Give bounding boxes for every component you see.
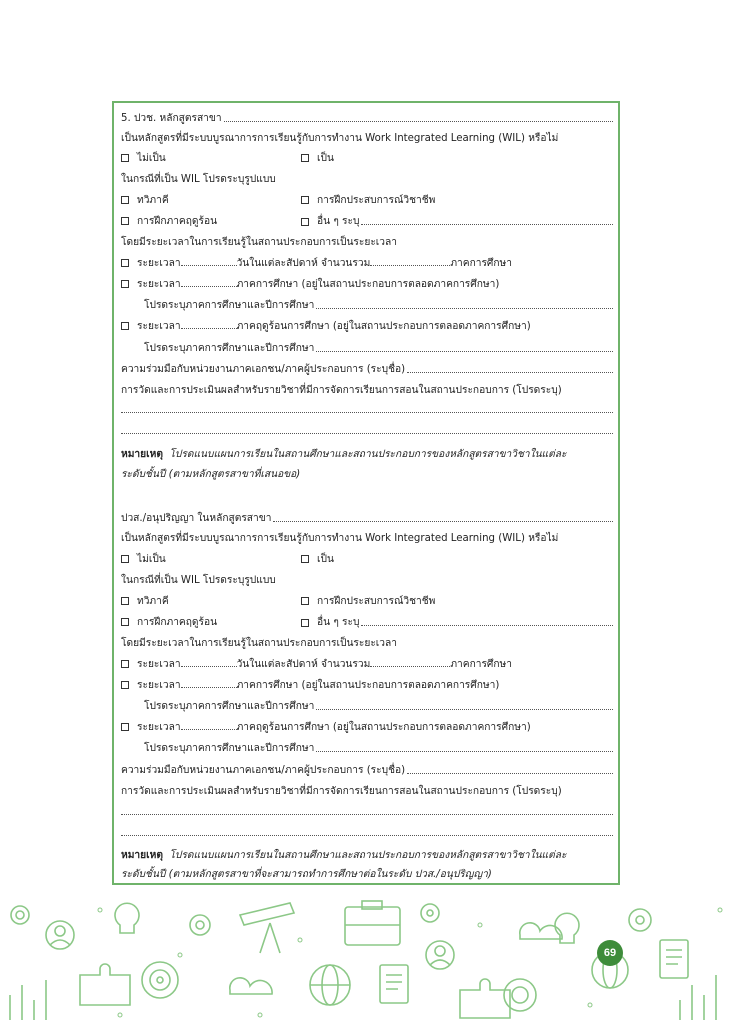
dur2-label-a-2: ระยะเวลา (137, 680, 181, 691)
section1-heading: 5. ปวช. หลักสูตรสาขา (121, 113, 222, 124)
note-label-2: หมายเหตุ (121, 850, 163, 861)
dur1-label-c: ภาคการศึกษา (450, 258, 512, 269)
dur1-label-c-2: ภาคการศึกษา (450, 659, 512, 670)
section1-heading-row (121, 110, 613, 128)
section2-heading-row (121, 510, 613, 528)
dots-pattern (98, 908, 722, 1017)
dur1-label-b: วันในแต่ละสัปดาห์ จำนวนรวม (236, 258, 371, 269)
specify-label-1-2: โปรดระบุภาคการศึกษาและปีการศึกษา (144, 701, 315, 712)
section2-duration-3 (121, 719, 613, 737)
label-practice-2: การฝึกประสบการณ์วิชาชีพ (317, 596, 436, 607)
section2-if-wil: ในกรณีที่เป็น WIL โปรดระบุรูปแบบ (121, 575, 276, 586)
specify-field-1-2[interactable] (316, 698, 613, 710)
label-dual-2: ทวิภาคี (137, 596, 169, 607)
cooperation-field-2[interactable] (407, 762, 613, 774)
note-text: โปรดแนบแผนการเรียนในสถานศึกษาและสถานประกอบการของหลักสูตรสาขาวิชาในแต่ละ (169, 449, 567, 460)
section1-duration-2 (121, 276, 613, 294)
checkbox-duration-1-2[interactable] (121, 660, 129, 668)
label-not-wil-2: ไม่เป็น (137, 554, 166, 565)
dur3-label-a: ระยะเวลา (137, 321, 181, 332)
program-name-field[interactable] (224, 110, 613, 122)
section1-if-wil: ในกรณีที่เป็น WIL โปรดระบุรูปแบบ (121, 174, 276, 185)
dur1-label-a-2: ระยะเวลา (137, 659, 181, 670)
section2-format-row-2 (121, 614, 613, 632)
checkbox-summer-2[interactable] (121, 618, 129, 626)
note-text-2: โปรดแนบแผนการเรียนในสถานศึกษาและสถานประกอบการของหลักสูตรสาขาวิชาในแต่ละ (169, 850, 567, 861)
program-name-field-2[interactable] (273, 510, 613, 522)
section1-duration-1 (121, 255, 613, 273)
specify-field-2-2[interactable] (316, 740, 613, 752)
specify-label-2-2: โปรดระบุภาคการศึกษาและปีการศึกษา (144, 743, 315, 754)
dur2-field[interactable] (181, 286, 237, 287)
checkbox-summer[interactable] (121, 217, 129, 225)
dur2-label-b-2: ภาคการศึกษา (อยู่ในสถานประกอบการตลอดภาคการศึกษา) (236, 680, 500, 691)
dur2-label-a: ระยะเวลา (137, 279, 181, 290)
label-is-wil: เป็น (317, 153, 334, 164)
other-field[interactable] (361, 213, 613, 225)
checkbox-duration-1[interactable] (121, 259, 129, 267)
section1-duration-3 (121, 318, 613, 336)
page-number-badge: 69 (597, 940, 623, 966)
cooperation-field[interactable] (407, 361, 613, 373)
evaluation-field-2[interactable] (121, 432, 613, 434)
section1-specify-1 (144, 297, 613, 315)
dur1-total-field-2[interactable] (370, 666, 450, 667)
evaluation-field-1[interactable] (121, 411, 613, 413)
specify-label-2: โปรดระบุภาคการศึกษาและปีการศึกษา (144, 343, 315, 354)
dur3-label-a-2: ระยะเวลา (137, 722, 181, 733)
lightbulb-icon (115, 903, 579, 943)
section1-wil-options (121, 150, 613, 168)
footer-pattern (0, 895, 735, 1024)
dur1-label-b-2: วันในแต่ละสัปดาห์ จำนวนรวม (236, 659, 371, 670)
checkbox-practice-2[interactable] (301, 597, 309, 605)
gear-icon (11, 904, 651, 935)
checkbox-other[interactable] (301, 218, 309, 226)
chart-icon (10, 975, 716, 1020)
dur2-label-b: ภาคการศึกษา (อยู่ในสถานประกอบการตลอดภาคการศึกษา) (236, 279, 500, 290)
checkbox-is-wil[interactable] (301, 154, 309, 162)
other-field-2[interactable] (361, 614, 613, 626)
checkbox-dual[interactable] (121, 196, 129, 204)
section1-format-row-1 (121, 192, 613, 210)
label-is-wil-2: เป็น (317, 554, 334, 565)
dur3-field-2[interactable] (181, 729, 237, 730)
dur1-days-field-2[interactable] (181, 666, 237, 667)
evaluation-field-1-2[interactable] (121, 813, 613, 815)
specify-field-2[interactable] (316, 340, 613, 352)
checkbox-duration-2[interactable] (121, 280, 129, 288)
dur1-label-a: ระยะเวลา (137, 258, 181, 269)
specify-field-1[interactable] (316, 297, 613, 309)
checkbox-not-wil[interactable] (121, 154, 129, 162)
section2-evaluation: การวัดและการประเมินผลสำหรับรายวิชาที่มีการจัดการเรียนการสอนในสถานประกอบการ (โปรดระบุ) (121, 786, 562, 797)
section2-note-1 (121, 847, 613, 865)
section1-wil-question: เป็นหลักสูตรที่มีระบบบูรณาการการเรียนรู้กับการทำงาน Work Integrated Learning (WIL) หรือไม่ (121, 133, 559, 144)
dur1-total-field[interactable] (370, 265, 450, 266)
specify-label-1: โปรดระบุภาคการศึกษาและปีการศึกษา (144, 300, 315, 311)
section1-note-2: ระดับชั้นปี (ตามหลักสูตรสาขาที่เสนอขอ) (121, 469, 301, 480)
dur2-field-2[interactable] (181, 687, 237, 688)
section2-specify-2 (144, 740, 613, 758)
document-icon (380, 940, 688, 1003)
dur3-label-b-2: ภาคฤดูร้อนการศึกษา (อยู่ในสถานประกอบการตลอดภาคการศึกษา) (236, 722, 531, 733)
section1-specify-2 (144, 340, 613, 358)
evaluation-field-2-2[interactable] (121, 834, 613, 836)
label-other: อื่น ๆ ระบุ (317, 216, 360, 227)
label-summer-2: การฝึกภาคฤดูร้อน (137, 617, 218, 628)
section1-duration-intro: โดยมีระยะเวลาในการเรียนรู้ในสถานประกอบการเป็นระยะเวลา (121, 237, 397, 248)
globe-icon (310, 952, 628, 1005)
section1-note-1 (121, 446, 613, 464)
dur3-field[interactable] (181, 328, 237, 329)
checkbox-not-wil-2[interactable] (121, 555, 129, 563)
section2-format-row-1 (121, 593, 613, 611)
section2-duration-2 (121, 677, 613, 695)
checkbox-other-2[interactable] (301, 619, 309, 627)
cloud-icon (230, 923, 562, 994)
section2-duration-intro: โดยมีระยะเวลาในการเรียนรู้ในสถานประกอบการเป็นระยะเวลา (121, 638, 397, 649)
checkbox-practice[interactable] (301, 196, 309, 204)
section2-wil-question: เป็นหลักสูตรที่มีระบบบูรณาการการเรียนรู้กับการทำงาน Work Integrated Learning (WIL) หรือไม่ (121, 533, 559, 544)
section1-cooperation (121, 361, 613, 379)
checkbox-dual-2[interactable] (121, 597, 129, 605)
section1-format-row-2 (121, 213, 613, 231)
section2-cooperation (121, 762, 613, 780)
cooperation-label-2: ความร่วมมือกับหน่วยงานภาคเอกชน/ภาคผู้ประกอบการ (ระบุชื่อ) (121, 765, 406, 776)
section2-specify-1 (144, 698, 613, 716)
label-other-2: อื่น ๆ ระบุ (317, 617, 360, 628)
dur1-days-field[interactable] (181, 265, 237, 266)
label-summer: การฝึกภาคฤดูร้อน (137, 216, 218, 227)
section2-heading: ปวส./อนุปริญญา ในหลักสูตรสาขา (121, 513, 272, 524)
checkbox-duration-3[interactable] (121, 322, 129, 330)
label-practice: การฝึกประสบการณ์วิชาชีพ (317, 195, 436, 206)
note-label: หมายเหตุ (121, 449, 163, 460)
checkbox-is-wil-2[interactable] (301, 555, 309, 563)
section2-duration-1 (121, 656, 613, 674)
section2-wil-options (121, 551, 613, 569)
telescope-icon (240, 903, 294, 953)
label-dual: ทวิภาคี (137, 195, 169, 206)
checkbox-duration-3-2[interactable] (121, 723, 129, 731)
briefcase-icon (345, 901, 400, 945)
cooperation-label: ความร่วมมือกับหน่วยงานภาคเอกชน/ภาคผู้ประกอบการ (ระบุชื่อ) (121, 364, 406, 375)
section1-evaluation: การวัดและการประเมินผลสำหรับรายวิชาที่มีการจัดการเรียนการสอนในสถานประกอบการ (โปรดระบุ) (121, 385, 562, 396)
label-not-wil: ไม่เป็น (137, 153, 166, 164)
checkbox-duration-2-2[interactable] (121, 681, 129, 689)
section2-note-2: ระดับชั้นปี (ตามหลักสูตรสาขาที่จะสามารถทำการศึกษาต่อในระดับ ปวส./อนุปริญญา) (121, 869, 492, 880)
dur3-label-b: ภาคฤดูร้อนการศึกษา (อยู่ในสถานประกอบการตลอดภาคการศึกษา) (236, 321, 531, 332)
